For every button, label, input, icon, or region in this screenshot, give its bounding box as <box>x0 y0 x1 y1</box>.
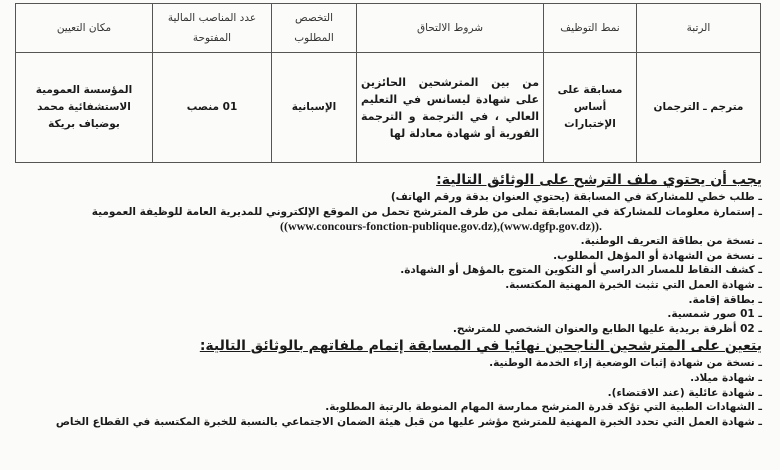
list-item: ـ شهادة العمل التي تحدد الخبرة المهنية للمترشح مؤشر عليها من قبل هيئة الضمان الاجتماعي بالنسبة للخبرة المكتسبة في القطاع الخاص <box>55 415 762 428</box>
list-item: ـ شهادة عائلية (عند الاقتضاء). <box>607 386 762 399</box>
list-item: ـ 02 أظرفة بريدية عليها الطابع والعنوان الشخصي للمترشح. <box>452 322 762 335</box>
list-item: ـ 01 صور شمسية. <box>667 308 762 321</box>
header-positions: عدد المناصب المالية المفتوحة <box>153 4 272 53</box>
section1-heading: يجب أن يحتوي ملف الترشح على الوثائق التالية: <box>436 172 762 188</box>
cell-positions: 01 منصب <box>153 53 272 163</box>
list-item: ـ كشف النقاط للمسار الدراسي أو التكوين المتوج بالمؤهل أو الشهادة. <box>400 264 762 277</box>
cell-location: المؤسسة العمومية الاستشفائية محمد بوضياف بريكة <box>16 53 153 163</box>
cell-conditions: من بين المترشحين الحائزين على شهادة ليسانس في التعليم العالي ، في الترجمة و الترجمة الفورية أو شهادة معادلة لها <box>357 53 544 163</box>
table-header-row <box>16 4 761 53</box>
list-item: ـ نسخة من الشهادة أو المؤهل المطلوب. <box>553 249 762 262</box>
cell-specialty: الإسبانية <box>272 53 357 163</box>
list-item: ـ نسخة من شهادة إثبات الوضعية إزاء الخدمة الوطنية. <box>489 357 762 370</box>
list-item: ـ الشهادات الطبية التي تؤكد قدرة المترشح ممارسة المهام المنوطة بالرتبة المطلوبة. <box>325 401 762 414</box>
list-item: ـ شهادة العمل التي تثبت الخبرة المهنية المكتسبة. <box>505 278 762 291</box>
list-item: ـ نسخة من بطاقة التعريف الوطنية. <box>580 235 762 248</box>
header-rank: الرتبة <box>637 4 761 53</box>
table-row <box>16 53 761 163</box>
list-item: ـ بطاقة إقامة. <box>688 293 762 306</box>
header-specialty: التخصص المطلوب <box>272 4 357 53</box>
list-item: ـ إستمارة معلومات للمشاركة في المسابقة تملى من طرف المترشح تحمل من الموقع الإلكتروني للمديرية العامة للوظيفة العمومية <box>91 205 762 218</box>
header-location: مكان التعيين <box>16 4 153 53</box>
cell-rank: مترجم ـ الترجمان <box>637 53 761 163</box>
document-body <box>22 170 762 429</box>
header-mode: نمط التوظيف <box>544 4 637 53</box>
header-conditions: شروط الالتحاق <box>357 4 544 53</box>
section2-heading: يتعين على المترشحين الناجحين نهائيا في المسابقة إتمام ملفاتهم بالوثائق التالية: <box>199 338 762 355</box>
cell-mode: مسابقة على أساس الإختبارات <box>544 53 637 163</box>
list-item: ـ طلب خطي للمشاركة في المسابقة (يحتوي العنوان بدقة ورقم الهاتف) <box>390 191 762 203</box>
urls-line: ((www.concours-fonction-publique.gov.dz),(www.dgfp.gov.dz)). <box>279 219 602 234</box>
list-item: ـ شهادة ميلاد. <box>690 371 762 384</box>
job-table <box>15 3 761 163</box>
